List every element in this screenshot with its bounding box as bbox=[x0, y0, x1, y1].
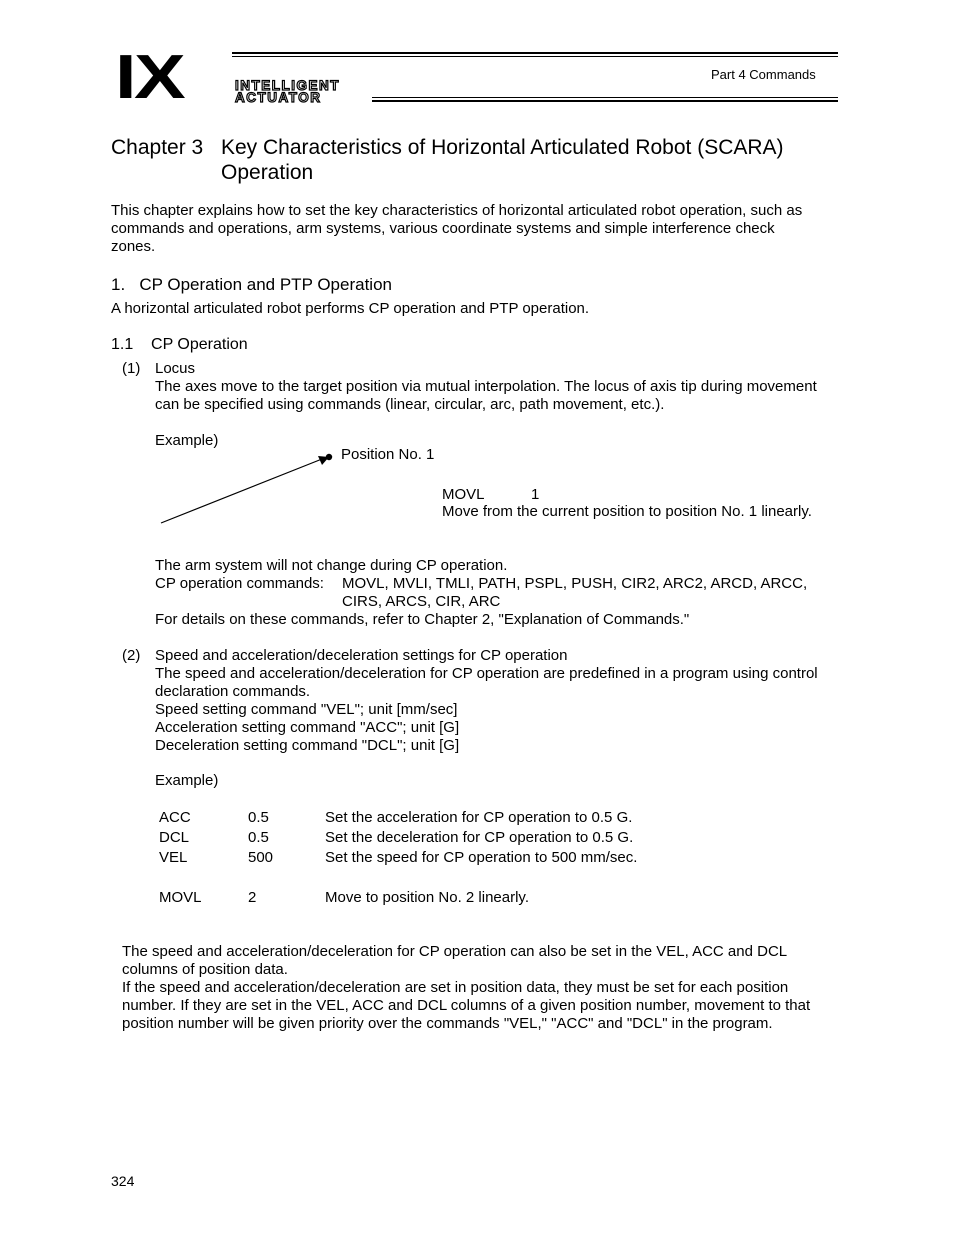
example-command-desc: Move from the current position to position No. 1 linearly. bbox=[442, 503, 812, 520]
table-cell-value: 2 bbox=[248, 889, 257, 906]
closing-paragraph bbox=[122, 943, 810, 1033]
body-line: The speed and acceleration/deceleration for CP operation can also be set in the VEL, ACC and DCL bbox=[122, 943, 788, 960]
body-line: The speed and acceleration/deceleration for CP operation are predefined in a program using control bbox=[155, 665, 818, 682]
diagram-position-label: Position No. 1 bbox=[341, 446, 435, 463]
body-line: declaration commands. bbox=[155, 683, 311, 700]
body-line: position number will be given priority over the commands "VEL," "ACC" and "DCL" in the program. bbox=[122, 1015, 773, 1032]
position-point-icon bbox=[326, 454, 332, 460]
table-cell-comment: Move to position No. 2 linearly. bbox=[325, 889, 529, 906]
body-line: Acceleration setting command "ACC"; unit [G] bbox=[155, 719, 460, 736]
commands-label: CP operation commands: bbox=[155, 575, 324, 592]
arm-system-note: The arm system will not change during CP operation. bbox=[155, 557, 508, 574]
table-cell-comment: Set the speed for CP operation to 500 mm/sec. bbox=[325, 849, 638, 866]
intro-line: This chapter explains how to set the key characteristics of horizontal articulated robot operation, such as bbox=[111, 202, 803, 219]
body-line: Speed setting command "VEL"; unit [mm/sec] bbox=[155, 701, 458, 718]
table-cell-value: 500 bbox=[248, 849, 274, 866]
commands-list-line1: MOVL, MVLI, TMLI, PATH, PSPL, PUSH, CIR2, ARC2, ARCD, ARCC, bbox=[342, 575, 808, 592]
table-cell-value: 0.5 bbox=[248, 809, 269, 826]
logo-line1: INTELLIGENT bbox=[235, 78, 340, 93]
header-section: Part 4 Commands bbox=[711, 67, 816, 82]
example-command: MOVL bbox=[442, 486, 485, 503]
table-cell-comment: Set the acceleration for CP operation to 0.5 G. bbox=[325, 809, 633, 826]
body-line: If the speed and acceleration/deceleration are set in position data, they must be set for each position bbox=[122, 979, 789, 996]
chapter-number: Chapter 3 bbox=[111, 136, 204, 159]
section-1-text: A horizontal articulated robot performs CP operation and PTP operation. bbox=[111, 300, 590, 317]
item-1-number: (1) bbox=[122, 360, 141, 377]
logo-mark: IX bbox=[115, 43, 184, 112]
logo-line2: ACTUATOR bbox=[235, 90, 322, 105]
table-cell-command: ACC bbox=[159, 809, 191, 826]
body-line: number. If they are set in the VEL, ACC and DCL columns of a given position number, movement to that bbox=[122, 997, 811, 1014]
section-1-1-heading: 1.1 CP Operation bbox=[111, 336, 248, 353]
item-2-number: (2) bbox=[122, 647, 141, 664]
item-2-title: Speed and acceleration/deceleration settings for CP operation bbox=[155, 647, 568, 664]
body-line: can be specified using commands (linear, circular, arc, path movement, etc.). bbox=[155, 396, 665, 413]
example-label-2: Example) bbox=[155, 772, 219, 789]
example-command-arg: 1 bbox=[531, 486, 540, 503]
intro-line: commands and operations, arm systems, various coordinate systems and simple interference check bbox=[111, 220, 775, 237]
details-reference: For details on these commands, refer to Chapter 2, "Explanation of Commands." bbox=[155, 611, 690, 628]
commands-list-line2: CIRS, ARCS, CIR, ARC bbox=[342, 593, 501, 610]
body-line: columns of position data. bbox=[122, 961, 288, 978]
page-number: 324 bbox=[111, 1173, 135, 1189]
intro-line: zones. bbox=[111, 238, 156, 255]
table-cell-value: 0.5 bbox=[248, 829, 269, 846]
item-1-title: Locus bbox=[155, 360, 196, 377]
body-line: The axes move to the target position via mutual interpolation. The locus of axis tip during movement bbox=[155, 378, 817, 395]
locus-arrow-line bbox=[161, 459, 322, 523]
body-line: Deceleration setting command "DCL"; unit [G] bbox=[155, 737, 460, 754]
example-label: Example) bbox=[155, 432, 219, 449]
table-cell-comment: Set the deceleration for CP operation to 0.5 G. bbox=[325, 829, 634, 846]
table-cell-command: DCL bbox=[159, 829, 190, 846]
chapter-title-line2: Operation bbox=[221, 161, 314, 184]
table-cell-command: MOVL bbox=[159, 889, 202, 906]
section-1-heading: 1. CP Operation and PTP Operation bbox=[111, 275, 392, 294]
item-2-body bbox=[155, 665, 818, 755]
chapter-title-line1: Key Characteristics of Horizontal Articulated Robot (SCARA) bbox=[221, 136, 784, 159]
table-cell-command: VEL bbox=[159, 849, 188, 866]
